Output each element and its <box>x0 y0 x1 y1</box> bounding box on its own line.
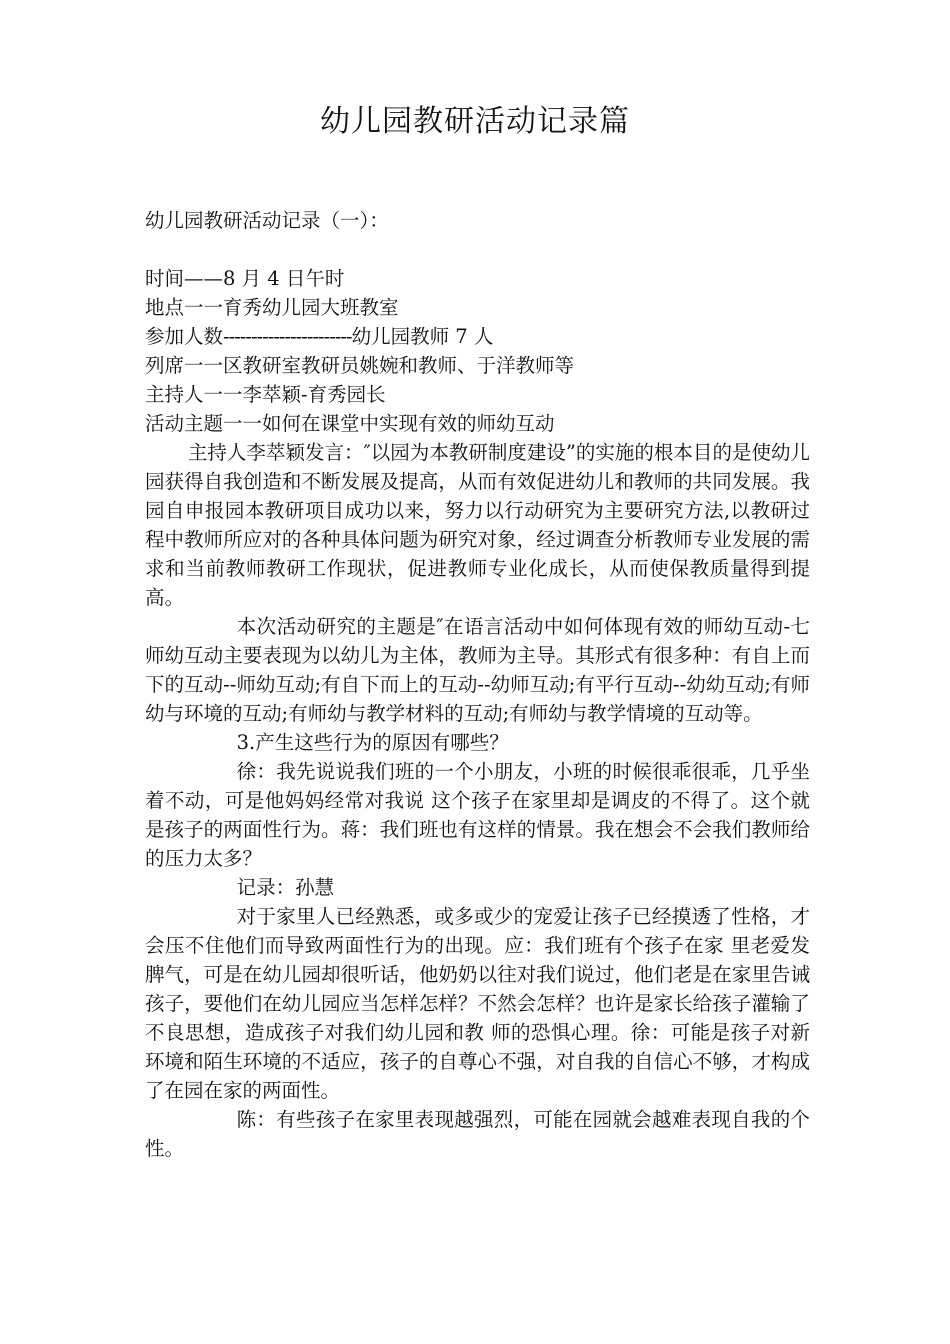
paragraph-discussion: 对于家里人已经熟悉，或多或少的宠爱让孩子已经摸透了性格，才会压不住他们而导致两面性行为的出现。应：我们班有个孩子在家 里老爱发脾气，可是在幼儿园却很听话，他奶奶以往对我们说过，他们老是在家里告诫孩子，要他们在幼儿园应当怎样怎样？不然会怎样？也许是家长给孩子灌输了不良思想，造成孩子对我们幼儿园和教 师的恐惧心理。徐：可能是孩子对新环境和陌生环境的不适应，孩子的自尊心不强，对自我的自信心不够，才构成了在园在家的两面性。 <box>145 905 810 1102</box>
paragraph-recorder: 记录：孙慧 <box>236 876 335 899</box>
meta-participants <box>145 322 810 351</box>
meta-attendees: 列席一一区教研室教研员姚婉和教师、于洋教师等 <box>145 354 575 377</box>
participants-label: 参加人数 <box>145 325 224 348</box>
participants-dashes: ----------------------- <box>223 325 352 348</box>
document-body <box>145 206 810 1163</box>
meta-theme: 活动主题一一如何在课堂中实现有效的师幼互动 <box>145 412 555 435</box>
meta-time: 时间——8 月 4 日午时 <box>145 267 345 290</box>
document-title: 幼儿园教研活动记录篇 <box>320 104 630 139</box>
paragraph-research-theme: 本次活动研究的主题是″在语言活动中如何体现有效的师幼互动-七师幼互动主要表现为以幼儿为主体，教师为主导。其形式有很多种：有自上而下的互动--师幼互动;有自下而上的互动--幼师互动;有平行互动--幼幼互动;有师幼与环境的互动;有师幼与教学材料的互动;有师幼与教学情境的互动等。 <box>145 615 810 725</box>
meta-host: 主持人一一李萃颖-育秀园长 <box>145 383 386 406</box>
paragraph-host-speech: 主持人李萃颖发言：″以园为本教研制度建设”的实施的根本目的是使幼儿园获得自我创造和不断发展及提高，从而有效促进幼儿和教师的共同发展。我园自申报园本教研项目成功以来，努力以行动研究为主要研究方法,以教研过程中教师所应对的各种具体问题为研究对象，经过调查分析教师专业发展的需求和当前教师教研工作现状，促进教师专业化成长，从而使保教质量得到提高。 <box>145 441 810 609</box>
section-subtitle: 幼儿园教研活动记录（一）： <box>145 209 389 232</box>
meta-place: 地点一一育秀幼儿园大班教室 <box>145 296 399 319</box>
paragraph-question: 3.产生这些行为的原因有哪些？ <box>236 731 509 754</box>
participants-value: 幼儿园教师 7 人 <box>351 325 494 348</box>
paragraph-xu-comment: 徐：我先说说我们班的一个小朋友，小班的时候很乖很乖，几乎坐着不动，可是他妈妈经常对我说 这个孩子在家里却是调皮的不得了。这个就是孩子的两面性行为。蒋：我们班也有这样的情景。我在想会不会我们教师给的压力太多？ <box>145 760 810 870</box>
paragraph-chen-comment: 陈：有些孩子在家里表现越强烈，可能在园就会越难表现自我的个性。 <box>145 1108 810 1160</box>
